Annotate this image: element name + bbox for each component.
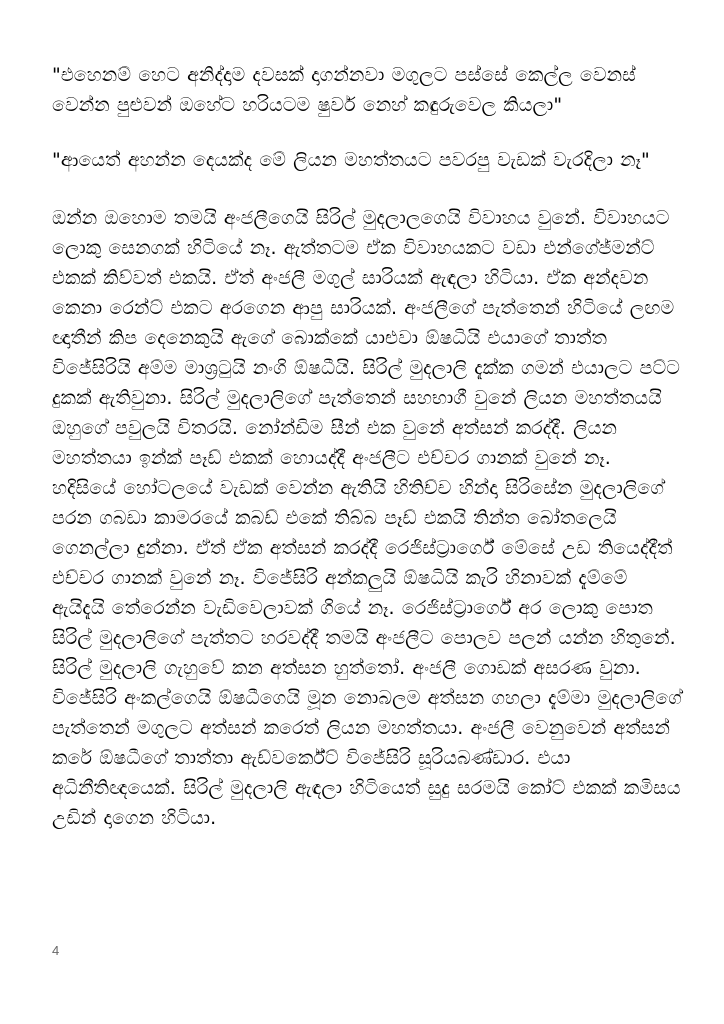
- dialogue-paragraph-2: "ආයෙත් අහන්න දෙයක්ද මේ ලියන මහත්තයට පවරපු වැඩක් වැරදිලා නෑ": [52, 149, 650, 171]
- dialogue-paragraph-1: "එහෙනම් හෙට අනිද්දාම දවසක් දාගන්නවා මගුලට පස්සේ කෙල්ල වෙනස් වෙන්න පුළුවන් ඔහේට හරියටම ෂුවර් නෙහ් කඳුරුවෙල කියලා": [52, 64, 636, 116]
- page-body: [52, 60, 682, 833]
- narrative-paragraph: ඔන්න ඔහොම තමයි අංජලීගෙයි සිරිල් මුදලාලගෙයි විවාහය වුනේ. විවාහයට ලොකු සෙනගක් හිටියේ නෑ. ඇත්තටම ඒක විවාහයකට වඩා එන්ගේජ්මන්ට් එකක් කිව්වත් එකයි. ඒත් අංජලී මගුල් සාරියක් ඇඳලා හිටියා. ඒක අන්දවන කෙනා රෙන්ට් එකට අරගෙන ආපු සාරියක්. අංජලීගේ පැත්තෙන් හිටියේ ලඟම ඥාතීන් කිප දෙනෙකුයි ඇගේ බොක්කේ යාළුවා ඕෂධියි එයාගේ තාත්ත විජේසිරියි අම්ම මාශ්‍රටුයි නංගි ඕෂධීයි. සිරිල් මුදලාලි දැක්ක ගමන් එයාලට පට්ට දුකක් ඇතිවුනා. සිරිල් මුදලාලිගේ පැත්තෙන් සහභාගී වුනේ ලියන මහත්තයයි ඔහුගේ පවුලයි විතරයි. නෝන්ඩිම සීන් එක වුනේ අත්සන් කරද්දී. ලියන මහත්තයා ඉන්ක් පෑඩ් එකක් හොයද්දී අංජලීට එච්චර ගානක් වුනේ නෑ. හදිසියේ හෝටලයේ වැඩක් වෙන්න ඇතියි හිතිච්ච හින්දා සිරිසේන මුදලාලිගේ පරන ගබඩා කාමරයේ කබඩ් එකේ තිබ්බ පෑඩ් එකයි තින්ත බෝතලෙයි ගෙනල්ලා දුන්නා. ඒත් ඒක අත්සන් කරද්දී රෙජිස්ට්‍රාර්ගේ මේසේ උඩ තියෙද්දීත් එච්චර ගානක් වුනේ නෑ. විජේසිරි අන්කලුයි ඕෂධියි කැරි හිනාවක් දැම්මේ ඇයිදැයි තේරෙන්න වැඩිවෙලාවක් ගියේ නෑ. රෙජිස්ට්‍රාර්ගේ අර ලොකු පොත සිරිල් මුදලාලිගේ පැත්තට හරවද්දී තමයි අංජලීට පොලව පලන් යන්න හිතුනේ. සිරිල් මුදලාලි ගැහුවේ කන අත්සන හුත්තෝ. අංජලී ගොඩක් අසරණ වුනා. විජේසිරි අංකල්ගෙයි ඕෂධීගෙයි මූන නොබලම අත්සන ගහලා දැම්මා මුදලාලිගේ පැත්තෙන් මගුලට අත්සන් කරෙත් ලියන මහත්තයා. අංජලී වෙනුවෙන් අත්සන් කරේ ඕෂධීගේ තාත්තා ඇඩ්වර්කේට් විජේසිරි සූරියබණ්ඩාර. එයා අධිනීතිඥයෙක්. සිරිල් මුදලාලි ඇඳලා හිටියෙත් සුදු සරමයි කෝට් එකක් කමිසය උඩින් දාගෙන හිටියා.: [52, 207, 682, 829]
- page-number: 4: [52, 943, 60, 958]
